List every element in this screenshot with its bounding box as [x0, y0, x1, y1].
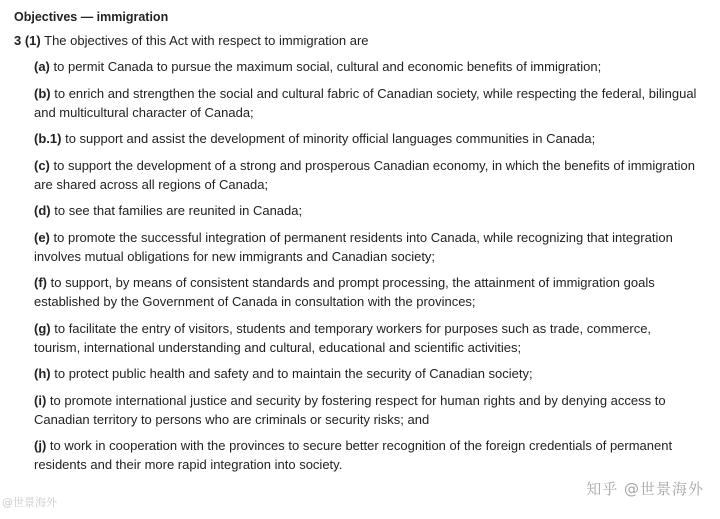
clause-item: [34, 57, 699, 76]
watermark-zhihu: [586, 478, 704, 499]
clause-label: (e): [34, 229, 50, 245]
section-number: 3 (1): [14, 33, 41, 48]
clause-text: to permit Canada to pursue the maximum social, cultural and economic benefits of immigration;: [53, 59, 602, 74]
clause-label: (g): [34, 320, 51, 336]
clause-list: [14, 57, 706, 474]
section-heading: Objectives — immigration: [14, 10, 169, 24]
watermark-left: [2, 494, 57, 510]
clause-label: (a): [34, 59, 50, 74]
section-intro: [14, 32, 706, 50]
clause-item: [34, 156, 699, 194]
clause-label: (c): [34, 157, 50, 173]
clause-text: to protect public health and safety and to maintain the security of Canadian society;: [54, 366, 533, 381]
clause-item: [34, 201, 699, 220]
clause-item: [34, 364, 699, 383]
clause-item: [34, 319, 699, 357]
clause-text: to enrich and strengthen the social and cultural fabric of Canadian society, while respecting the federal, bilingual and multicultural character of Canada;: [34, 85, 697, 120]
clause-item: [34, 391, 699, 429]
clause-label: (d): [34, 203, 51, 218]
clause-text: to support and assist the development of minority official languages communities in Canada;: [65, 131, 596, 146]
clause-label: (h): [34, 366, 51, 381]
clause-label: (f): [34, 275, 47, 290]
clause-text: to promote international justice and security by fostering respect for human rights and by denying access to Canadian territory to persons who are criminals or security risks; and: [34, 392, 666, 427]
clause-label: (b.1): [34, 131, 62, 146]
clause-label: (b): [34, 85, 51, 101]
clause-label: (j): [34, 438, 47, 453]
clause-item: [34, 273, 699, 311]
clause-text: to facilitate the entry of visitors, students and temporary workers for purposes such as trade, commerce, tourism, international understanding and cultural, educational and scientific activities;: [34, 320, 652, 355]
clause-label: (i): [34, 392, 47, 408]
section-intro-text: The objectives of this Act with respect to immigration are: [44, 33, 369, 48]
clause-item: [34, 129, 699, 148]
clause-text: to work in cooperation with the provinces to secure better recognition of the foreign credentials of permanent residents and their more rapid integration into society.: [34, 438, 673, 472]
clause-text: to promote the successful integration of permanent residents into Canada, while recognizing that integration involves mutual obligations for new immigrants and Canadian society;: [34, 229, 673, 264]
clause-item: [34, 228, 699, 266]
clause-text: to see that families are reunited in Canada;: [54, 203, 303, 218]
clause-item: [34, 84, 699, 122]
clause-text: to support the development of a strong and prosperous Canadian economy, in which the benefits of immigration are shared across all regions of Canada;: [34, 157, 695, 192]
clause-item: [34, 436, 699, 474]
watermark-left-text: @世景海外: [2, 496, 57, 509]
watermark-right-text: 知乎 @世景海外: [586, 480, 704, 498]
clause-text: to support, by means of consistent standards and prompt processing, the attainment of immigration goals established by the Government of Canada in consultation with the provinces;: [34, 275, 655, 309]
